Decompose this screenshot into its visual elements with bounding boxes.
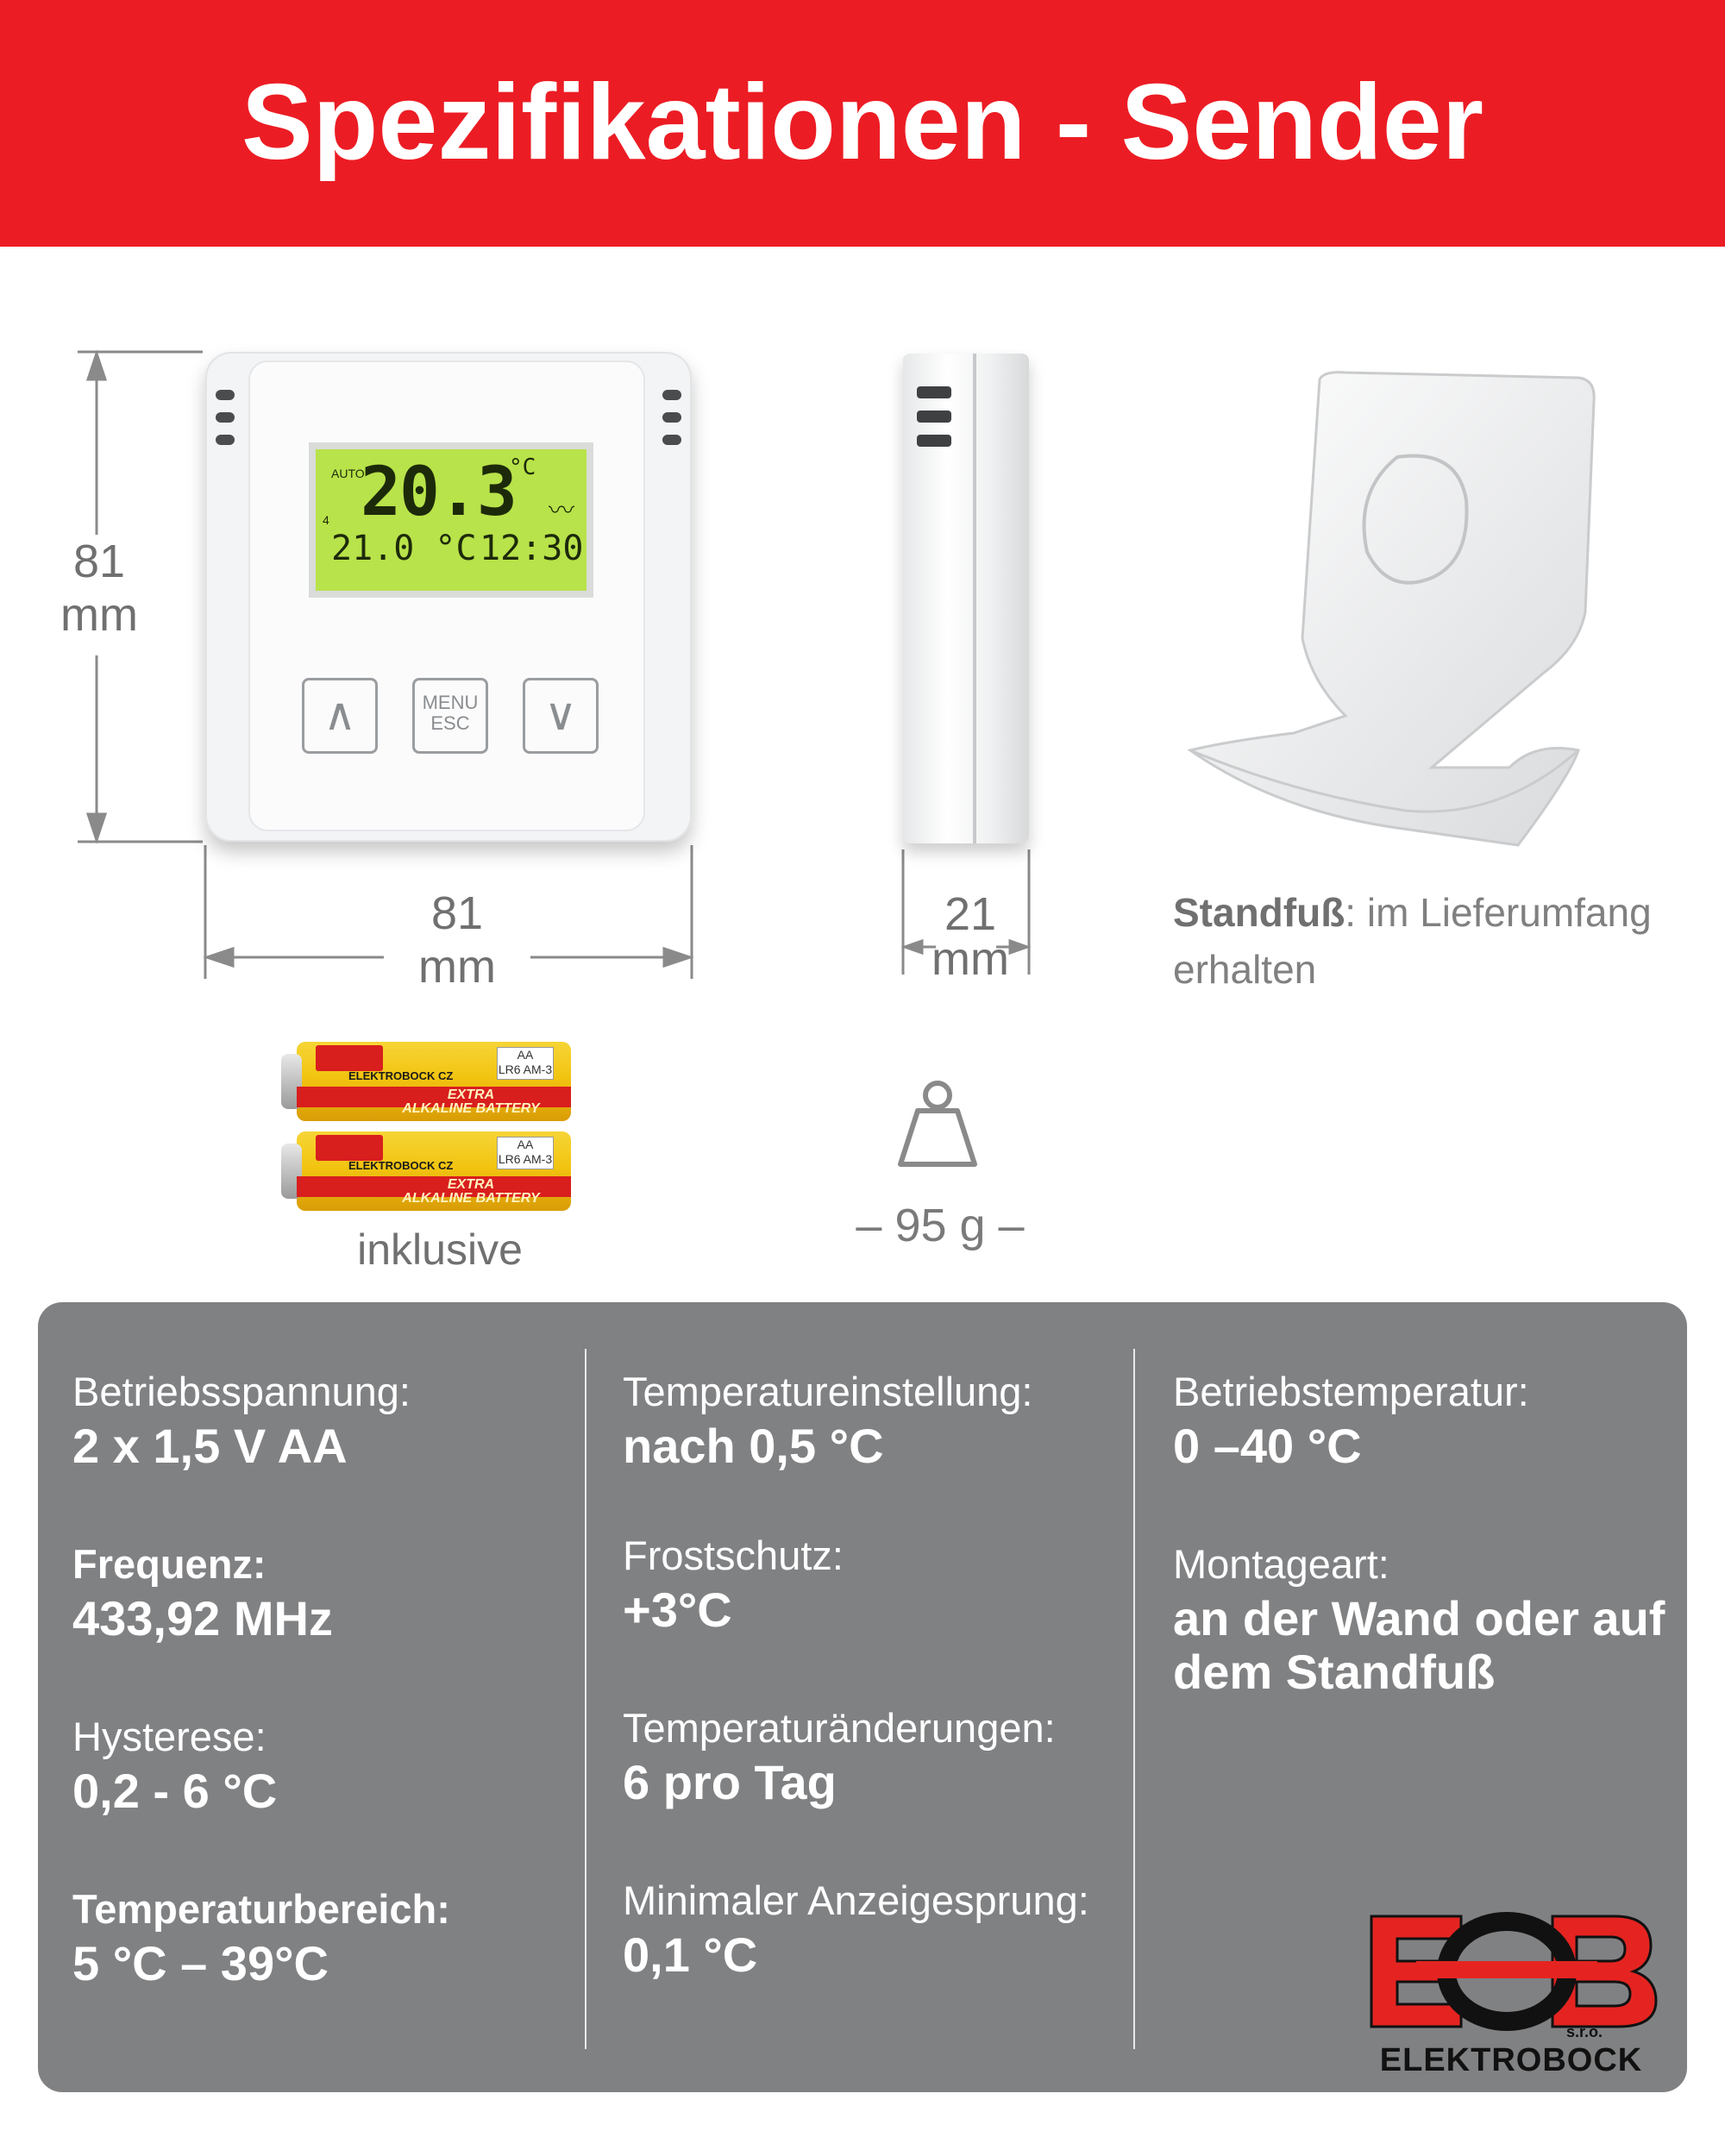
spec-value-operating-temperature: 0 –40 °C — [1173, 1419, 1362, 1473]
logo-company-name: ELEKTROBOCK — [1379, 2042, 1643, 2078]
lcd-program: 4 — [323, 513, 329, 527]
battery-brand: ELEKTROBOCK CZ — [348, 1069, 454, 1082]
spec-value-temperature-setting: nach 0,5 °C — [623, 1419, 884, 1473]
spec-value-hysteresis: 0,2 - 6 °C — [72, 1764, 278, 1818]
vent-slot — [216, 390, 235, 400]
depth-unit: mm — [932, 933, 1009, 985]
depth-label — [914, 888, 1026, 985]
stand-name: Standfuß — [1173, 890, 1346, 935]
lcd-unit: °C — [509, 454, 536, 480]
battery-size: AA — [517, 1138, 534, 1151]
spec-label-mounting: Montageart: — [1173, 1541, 1389, 1587]
vent-slot — [662, 412, 681, 423]
column-divider — [585, 1349, 586, 2049]
spec-value-temperature-changes: 6 pro Tag — [623, 1755, 837, 1809]
battery-image — [281, 1131, 574, 1211]
spec-label-temperature-setting: Temperatureinstellung: — [623, 1369, 1033, 1414]
lcd-time: 12:30 — [480, 529, 584, 568]
battery-caption: inklusive — [357, 1225, 523, 1274]
stand-caption — [1173, 884, 1708, 998]
spec-label-display-step: Minimaler Anzeigesprung: — [623, 1877, 1089, 1923]
vent-slot — [216, 412, 235, 423]
battery-code: LR6 AM-3 — [498, 1152, 553, 1166]
battery-type: ALKALINE BATTERY — [402, 1101, 540, 1116]
spec-value-frost-protection: +3°C — [623, 1583, 732, 1637]
chevron-up-icon: ∧ — [323, 690, 357, 740]
spec-label-operating-temperature: Betriebstemperatur: — [1173, 1369, 1529, 1414]
spec-value-display-step: 0,1 °C — [623, 1927, 758, 1982]
spec-label-voltage: Betriebsspannung: — [72, 1369, 411, 1414]
spec-value-mounting: an der Wand oder auf dem Standfuß — [1173, 1591, 1665, 1699]
logo-suffix: s.r.o. — [1566, 2023, 1603, 2040]
thermostat-side-image — [903, 354, 1029, 843]
battery-brand: ELEKTROBOCK CZ — [348, 1159, 454, 1172]
esc-label: ESC — [430, 712, 470, 734]
lcd-current-temp: 20.3 — [361, 454, 516, 531]
chevron-down-icon: ∨ — [543, 690, 578, 740]
spec-label-temperature-changes: Temperaturänderungen: — [623, 1705, 1056, 1751]
lcd-display — [309, 442, 593, 598]
stand-image — [1173, 362, 1622, 862]
spec-value-temperature-range: 5 °C – 39°C — [72, 1936, 329, 1990]
vent-slot — [917, 435, 951, 447]
stand-description: : im Lieferumfang erhalten — [1173, 890, 1652, 992]
height-value: 81 — [72, 536, 126, 587]
battery-size: AA — [517, 1048, 534, 1062]
specs-panel — [38, 1302, 1687, 2092]
down-button — [523, 678, 599, 754]
battery-image — [281, 1042, 574, 1121]
side-seam — [973, 354, 976, 843]
thermostat-face — [248, 360, 645, 831]
width-label — [380, 887, 535, 993]
vent-slot — [917, 411, 951, 423]
lcd-mode: AUTO — [331, 467, 365, 480]
depth-value: 21 — [944, 888, 997, 940]
menu-label: MENU — [422, 692, 479, 713]
battery-type: ALKALINE BATTERY — [402, 1191, 540, 1206]
battery-code: LR6 AM-3 — [498, 1062, 553, 1076]
spec-label-temperature-range: Temperaturbereich: — [72, 1886, 450, 1932]
menu-esc-button — [412, 678, 488, 754]
height-label — [34, 535, 164, 642]
column-divider — [1133, 1349, 1135, 2049]
spec-label-frost-protection: Frostschutz: — [623, 1532, 844, 1578]
spec-label-hysteresis: Hysterese: — [72, 1714, 267, 1759]
battery-type: EXTRA — [447, 1087, 495, 1102]
spec-value-frequency: 433,92 MHz — [72, 1591, 333, 1645]
battery-type: EXTRA — [447, 1177, 495, 1192]
heating-icon: 〰 — [549, 496, 569, 526]
vent-slot — [216, 435, 235, 445]
spec-label-frequency: Frequenz: — [72, 1541, 267, 1587]
width-value: 81 — [430, 887, 484, 939]
vent-slot — [917, 386, 951, 398]
vent-slot — [662, 435, 681, 445]
up-button — [302, 678, 378, 754]
spec-value-voltage: 2 x 1,5 V AA — [72, 1419, 348, 1473]
lcd-set-temp: 21.0 °C — [331, 529, 477, 568]
page-title: Spezifikationen - Sender — [241, 63, 1484, 182]
weight-icon — [895, 1078, 980, 1169]
weight-label: – 95 g – — [856, 1200, 1025, 1251]
height-unit: mm — [60, 589, 138, 641]
vent-slot — [662, 390, 681, 400]
width-unit: mm — [418, 941, 496, 993]
thermostat-front-image — [205, 352, 692, 842]
